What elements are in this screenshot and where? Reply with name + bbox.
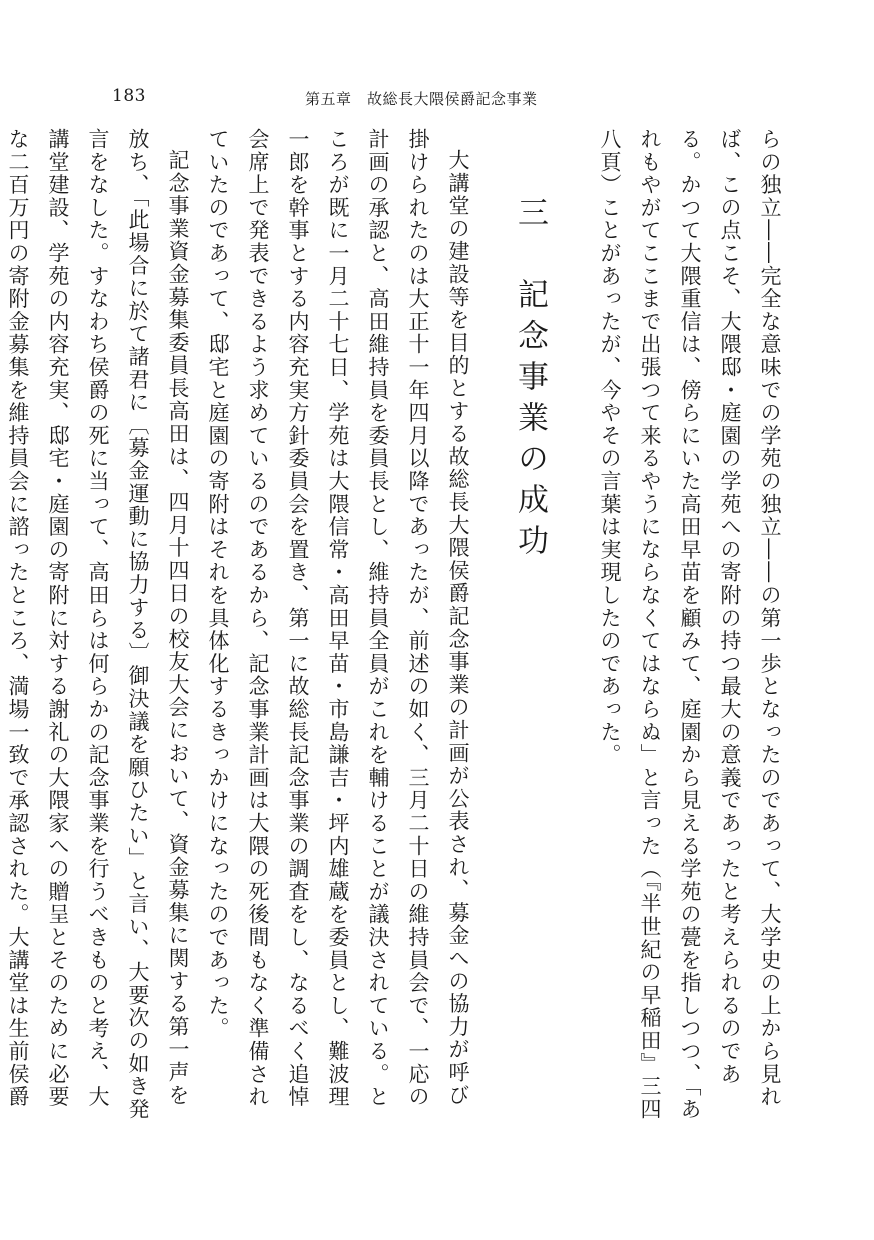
section-heading: 三 記念事業の成功 bbox=[512, 196, 548, 565]
paragraph: 記念事業資金募集委員長高田は、四月十四日の校友大会において、資金募集に関する第一声を放ち、「此場合に於て諸君に〔募金運動に協力する〕御決議を願ひたい」と言い、大要次の如き発言をなした。すなわち侯爵の死に当って、高田らは何らかの記念事業を行うべきものと考え、大講堂建設、学苑の内容充実、邸宅・庭園の寄附に対する謝礼の大隈家への贈呈とそのために必要な二百万円の寄附金募集を維持員会に諮ったところ、満場一致で承認された。大講堂は生前侯爵 bbox=[6, 128, 190, 1121]
page-number: 183 bbox=[112, 86, 146, 106]
body-text bbox=[6, 128, 790, 1128]
running-head: 第五章 故総長大隈侯爵記念事業 bbox=[305, 90, 538, 108]
paragraph-continued: らの独立――完全な意味での学苑の独立――の第一歩となったのであって、大学史の上から見れば、この点こそ、大隈邸・庭園の学苑への寄附の持つ最大の意義であったと考えられるのである。かつて大隈重信は、傍らにいた高田早苗を顧みて、庭園から見える学苑の甍を指しつつ、「あれもやがてここまで出張つて来るやうにならなくてはならぬ」と言った（『半世紀の早稲田』三四八頁）ことがあったが、今やその言葉は実現したのであった。 bbox=[598, 128, 782, 1121]
paragraph: 大講堂の建設等を目的とする故総長大隈侯爵記念事業の計画が公表され、募金への協力が呼び掛けられたのは大正十一年四月以降であったが、前述の如く、三月二十日の維持員会で、一応の計画の承認と、高田維持員を委員長とし、維持員全員がこれを輔けることが議決されている。ところが既に一月二十七日、学苑は大隈信常・高田早苗・市島謙吉・坪内雄蔵を委員とし、難波理一郎を幹事とする内容充実方針委員会を置き、第一に故総長記念事業の調査をし、なるべく追悼会席上で発表できるよう求めているのであるから、記念事業計画は大隈の死後間もなく準備されていたのであって、邸宅と庭園の寄附はそれを具体化するきっかけになったのであった。 bbox=[206, 128, 470, 1109]
